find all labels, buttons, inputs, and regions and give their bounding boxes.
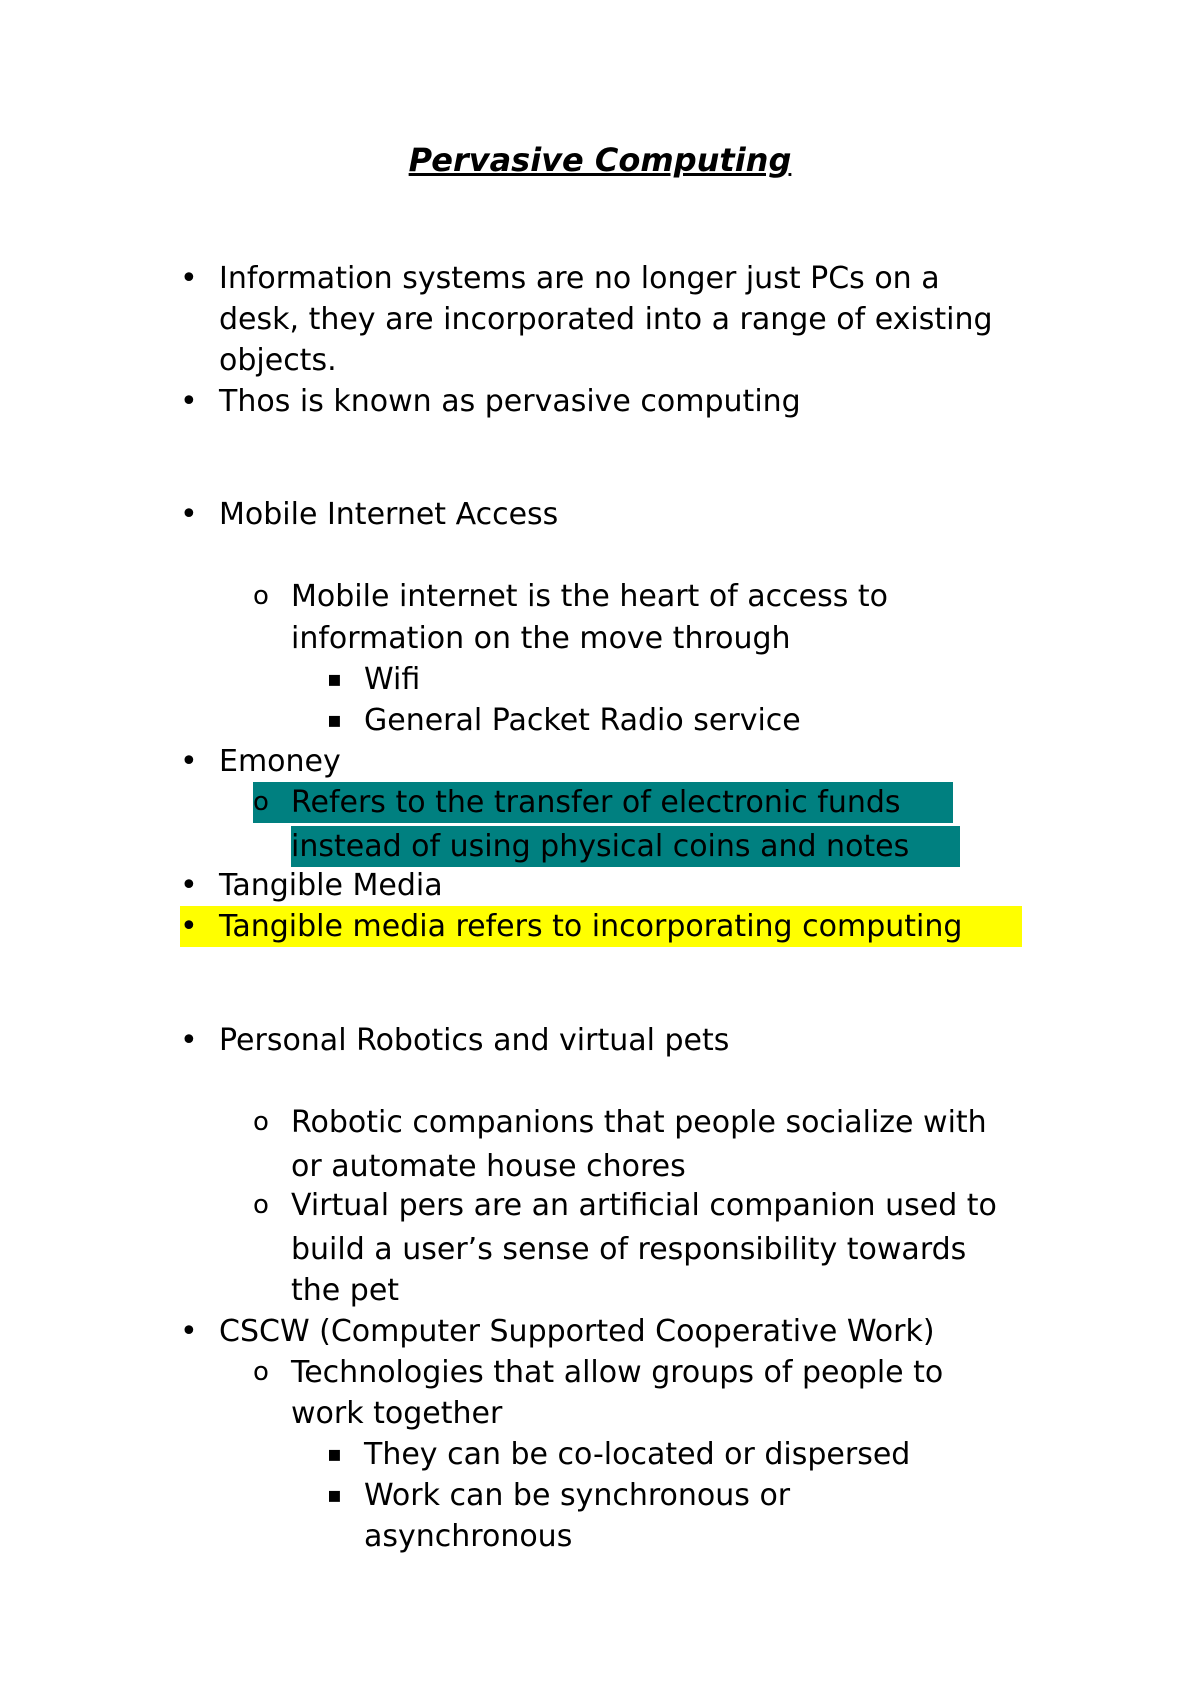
sub-sub-bullet-marker: ▪ [327,667,342,692]
bullet-marker: • [180,1314,198,1349]
list-item-line: Emoney [219,744,341,779]
list-item-line: objects. [219,343,337,378]
list-item-line: Tangible media refers to incorporating computing [219,909,963,944]
bullet-marker: • [180,497,198,532]
bullet-marker: • [180,261,198,296]
bullet-marker: • [180,1023,198,1058]
list-item-line: desk, they are incorporated into a range of existing [219,302,993,337]
list-item-line: build a user’s sense of responsibility towards [291,1232,967,1267]
sub-bullet-marker: o [253,581,269,611]
list-item-line: Tangible Media [219,868,443,903]
list-item-line: Mobile Internet Access [219,497,559,532]
bullet-marker: • [180,744,198,779]
list-item-line: CSCW (Computer Supported Cooperative Work) [219,1314,935,1349]
list-item-line: General Packet Radio service [364,703,801,738]
sub-sub-bullet-marker: ▪ [327,1442,342,1467]
list-item-line: instead of using physical coins and notes [291,829,910,864]
list-item-line: Thos is known as pervasive computing [219,384,801,419]
sub-bullet-marker: o [253,787,269,817]
list-item-line: Refers to the transfer of electronic funds [291,785,901,820]
sub-bullet-marker: o [253,1190,269,1220]
list-item-line: Personal Robotics and virtual pets [219,1023,730,1058]
list-item-line: work together [291,1396,503,1431]
bullet-marker: • [180,384,198,419]
document-title: Pervasive Computing [408,141,792,179]
list-item-line: information on the move through [291,621,791,656]
list-item-line: Wifi [364,662,421,697]
sub-sub-bullet-marker: ▪ [327,708,342,733]
list-item-line: Work can be synchronous or [364,1478,791,1513]
bullet-marker: • [180,909,198,944]
list-item-line: They can be co-located or dispersed [364,1437,911,1472]
list-item-line: Information systems are no longer just PCs on a [219,261,940,296]
list-item-line: the pet [291,1273,400,1308]
list-item-line: Technologies that allow groups of people to [291,1355,944,1390]
list-item-line: Virtual pers are an artificial companion used to [291,1188,997,1223]
sub-bullet-marker: o [253,1357,269,1387]
list-item-line: Robotic companions that people socialize with [291,1105,987,1140]
sub-sub-bullet-marker: ▪ [327,1483,342,1508]
list-item-line: Mobile internet is the heart of access to [291,579,889,614]
list-item-line: asynchronous [364,1519,573,1554]
bullet-marker: • [180,868,198,903]
list-item-line: or automate house chores [291,1149,686,1184]
sub-bullet-marker: o [253,1107,269,1137]
